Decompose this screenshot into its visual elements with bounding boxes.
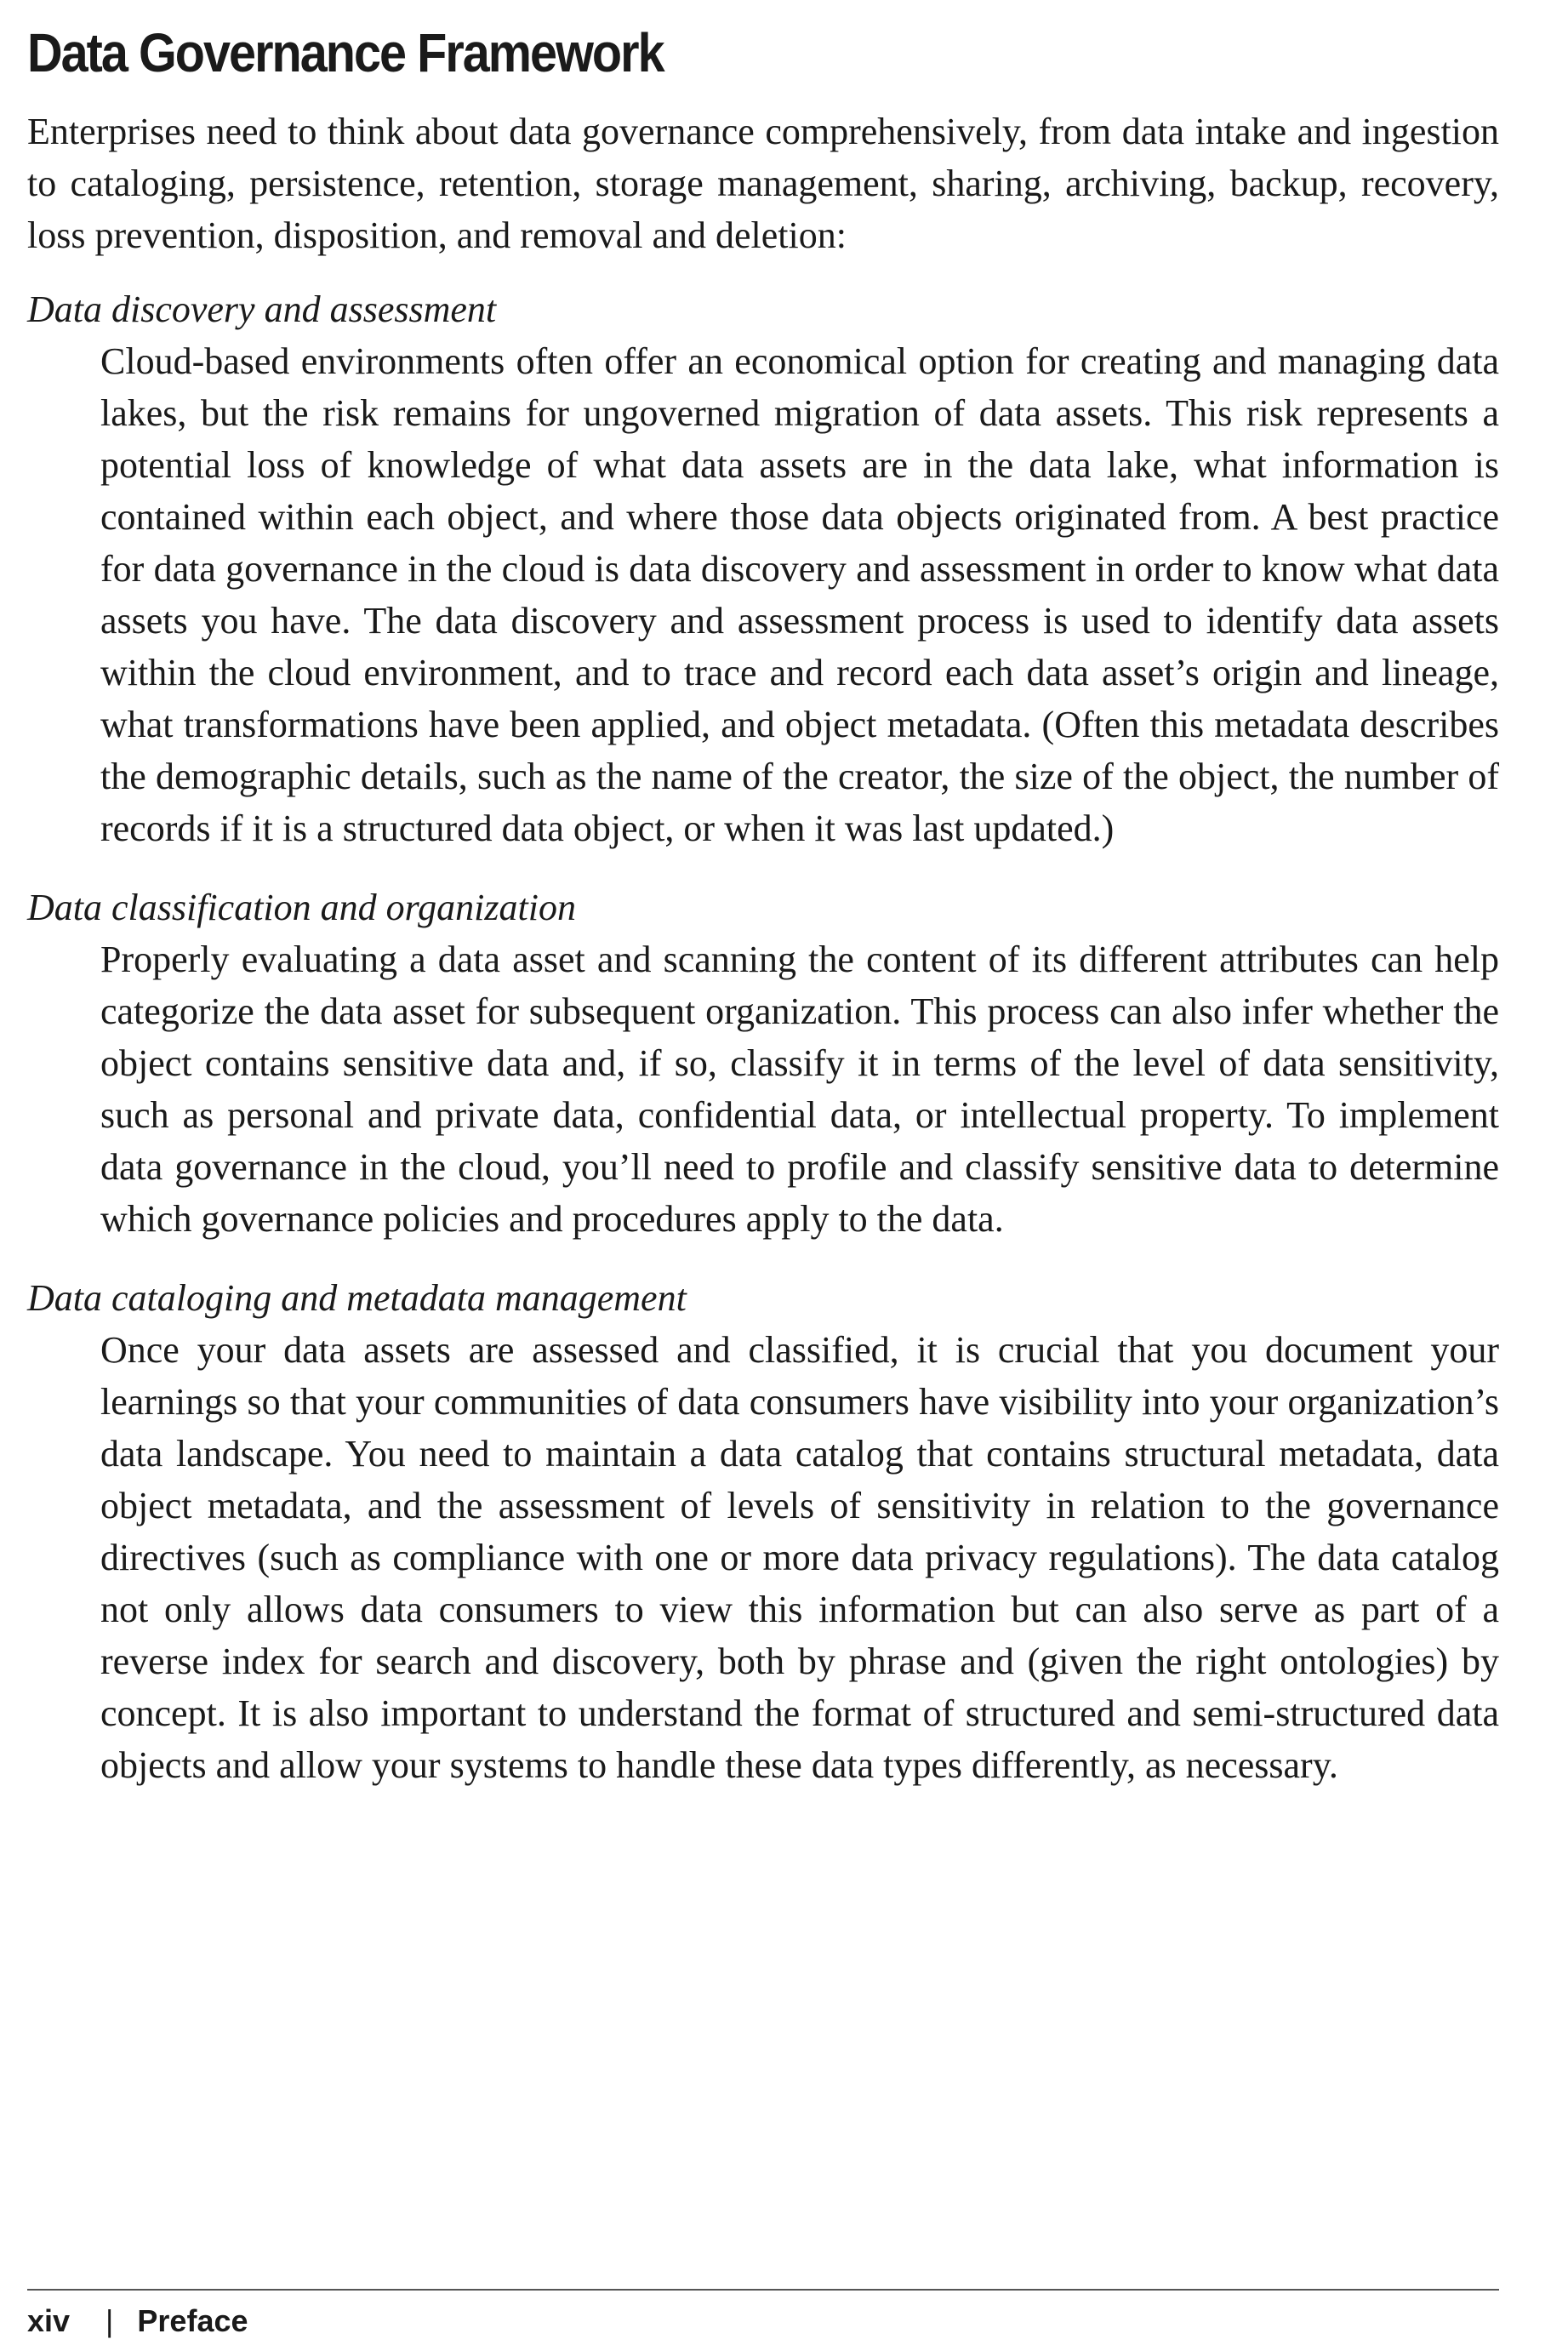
term-list — [27, 283, 1499, 1791]
definition-data-discovery: Cloud-based environments often offer an economical option for creating and managing data lakes, but the risk remains for ungoverned migration of data assets. This risk represents a potential loss of knowledge of what data assets are in the data lake, what information is contained within each object, and where those data objects originated from. A best practice for data governance in the cloud is data discovery and assessment in order to know what data assets you have. The data discovery and assessment process is used to identify data assets within the cloud environment, and to trace and record each data asset’s origin and lineage, what transformations have been applied, and object metadata. (Often this metadata describes the demographic details, such as the name of the creator, the size of the object, the number of records if it is a structured data object, or when it was last updated.) — [100, 340, 1499, 849]
definition-data-classification: Properly evaluating a data asset and scanning the content of its different attributes can help categorize the data asset for subsequent organization. This process can also infer whether the object contains sensitive data and, if so, classify it in terms of the level of data sensitivity, such as personal and private data, confidential data, or intellectual property. To implement data governance in the cloud, you’ll need to profile and classify sensitive data to determine which governance policies and procedures apply to the data. — [100, 939, 1499, 1240]
term-data-classification: Data classification and organization — [27, 887, 576, 928]
intro-paragraph: Enterprises need to think about data governance comprehensively, from data intake and ingestion to cataloging, persistence, retention, storage management, sharing, archiving, backup, recovery, loss prevention, disposition, and removal and deletion: — [27, 111, 1499, 256]
footer-separator: | — [105, 2303, 114, 2338]
term-data-cataloging: Data cataloging and metadata management — [27, 1277, 687, 1319]
page-number: xiv — [27, 2303, 71, 2338]
section-title: Data Governance Framework — [27, 22, 664, 83]
term-data-discovery: Data discovery and assessment — [27, 288, 497, 330]
page-body — [27, 19, 1499, 1818]
footer-section-name: Preface — [137, 2303, 248, 2338]
definition-data-cataloging: Once your data assets are assessed and classified, it is crucial that you document your learnings so that your communities of data consumers have visibility into your organization’s data landscape. You need to maintain a data catalog that contains structural metadata, data object metadata, and the assessment of levels of sensitivity in relation to the governance directives (such as compliance with one or more data privacy regulations). The data catalog not only allows data consumers to view this information but can also serve as part of a reverse index for search and discovery, both by phrase and (given the right ontologies) by concept. It is also important to understand the format of structured and semi-structured data objects and allow your systems to handle these data types differently, as necessary. — [100, 1329, 1499, 1786]
page-footer — [27, 2289, 1499, 2340]
